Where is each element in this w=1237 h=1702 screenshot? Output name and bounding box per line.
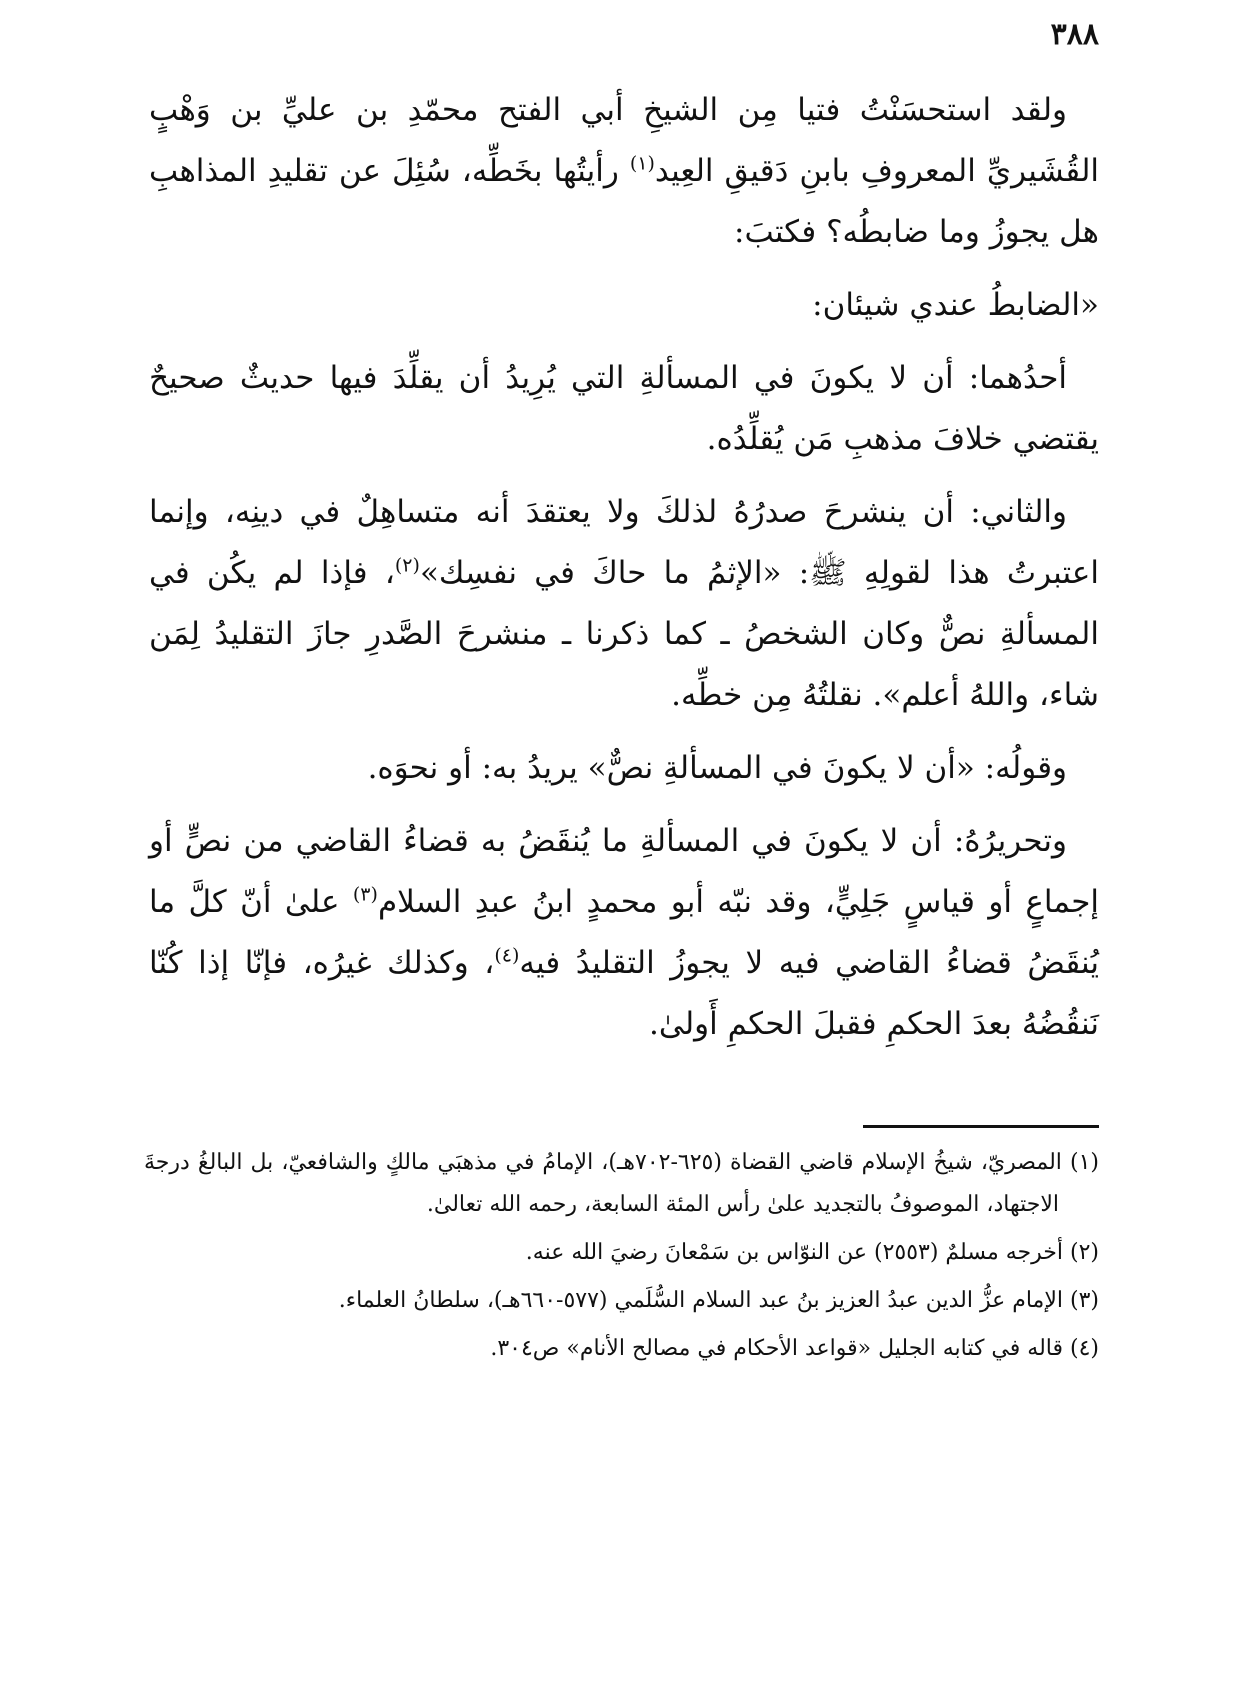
footnote-2: (٢) أخرجه مسلمٌ (٢٥٥٣) عن النوّاس بن سَمْعانَ رضيَ الله عنه. bbox=[525, 1240, 1099, 1265]
footnote-3: (٣) الإمام عزُّ الدين عبدُ العزيز بنُ عبد السلام السُّلَمي (٥٧٧-٦٦٠هـ)، سلطانُ العلماء. bbox=[338, 1288, 1099, 1313]
paragraph-1-text: ولقد استحسَنْتُ فتيا مِن الشيخِ أبي الفتح محمّدِ بن عليِّ بن وَهْبٍ القُشَيريِّ المعروفِ بابنِ دَقيقِ العِيد bbox=[149, 92, 1099, 189]
paragraph-6-middle: علىٰ أنّ كلَّ ما يُنقَضُ قضاءُ القاضي فيه لا يجوزُ التقليدُ فيه bbox=[149, 884, 1099, 981]
paragraph-1-continuation: رأيتُها بخَطِّه، سُئِلَ عن تقليدِ المذاهبِ هل يجوزُ وما ضابطُه؟ فكتبَ: bbox=[149, 153, 1099, 250]
paragraph-2: «الضابطُ عندي شيئان: bbox=[812, 287, 1099, 323]
footnote-4: (٤) قاله في كتابه الجليل «قواعد الأحكام في مصالح الأنام» ص٣٠٤. bbox=[490, 1336, 1099, 1361]
footnote-separator bbox=[863, 1125, 1099, 1128]
footnote-1: (١) المصريّ، شيخُ الإسلام قاضي القضاة (٦٢٥-٧٠٢هـ)، الإمامُ في مذهبَي مالكٍ والشافعيّ، بل البالغُ درجةَ الاجتهاد، الموصوفُ بالتجديد علىٰ رأس المئة السابعة، رحمه الله تعالىٰ. bbox=[144, 1150, 1099, 1217]
paragraph-6-text: وتحريرُهُ: أن لا يكونَ في المسألةِ ما يُنقَضُ به قضاءُ القاضي من نصٍّ أو إجماعٍ أو قياسٍ جَلِيٍّ، وقد نبّه أبو محمدٍ ابنُ عبدِ السلام bbox=[149, 823, 1099, 920]
paragraph-4-text: والثاني: أن ينشرحَ صدرُهُ لذلكَ ولا يعتقدَ أنه متساهِلٌ في دينِه، وإنما اعتبرتُ هذا لقولِهِ ﷺ: «الإثمُ ما حاكَ في نفسِك» bbox=[149, 494, 1100, 591]
paragraph-4 bbox=[149, 482, 1099, 726]
note-marker-4: (٤) bbox=[494, 944, 520, 967]
note-marker-3: (٣) bbox=[352, 883, 378, 906]
note-marker-1: (١) bbox=[629, 152, 655, 175]
paragraph-5: وقولُه: «أن لا يكونَ في المسألةِ نصٌّ» يريدُ به: أو نحوَه. bbox=[367, 750, 1067, 786]
paragraph-6 bbox=[149, 811, 1099, 1055]
paragraph-6-end: ، وكذلك غيرُه، فإنّا إذا كُنّا نَنقُضُهُ بعدَ الحكمِ فقبلَ الحكمِ أَولىٰ. bbox=[149, 945, 1099, 1042]
footnotes bbox=[144, 1142, 1099, 1376]
main-text bbox=[149, 80, 1099, 1067]
paragraph-4-continuation: ، فإذا لم يكُن في المسألةِ نصٌّ وكان الشخصُ ـ كما ذكرنا ـ منشرحَ الصَّدرِ جازَ التقليدُ لِمَن شاء، واللهُ أعلم». نقلتُهُ مِن خطِّه. bbox=[149, 555, 1099, 713]
paragraph-3: أحدُهما: أن لا يكونَ في المسألةِ التي يُرِيدُ أن يقلِّدَ فيها حديثٌ صحيحٌ يقتضي خلافَ مذهبِ مَن يُقلِّدُه. bbox=[149, 360, 1099, 457]
page-number: ٣٨٨ bbox=[1050, 17, 1099, 52]
paragraph-1 bbox=[149, 80, 1099, 263]
note-marker-2: (٢) bbox=[394, 554, 420, 577]
